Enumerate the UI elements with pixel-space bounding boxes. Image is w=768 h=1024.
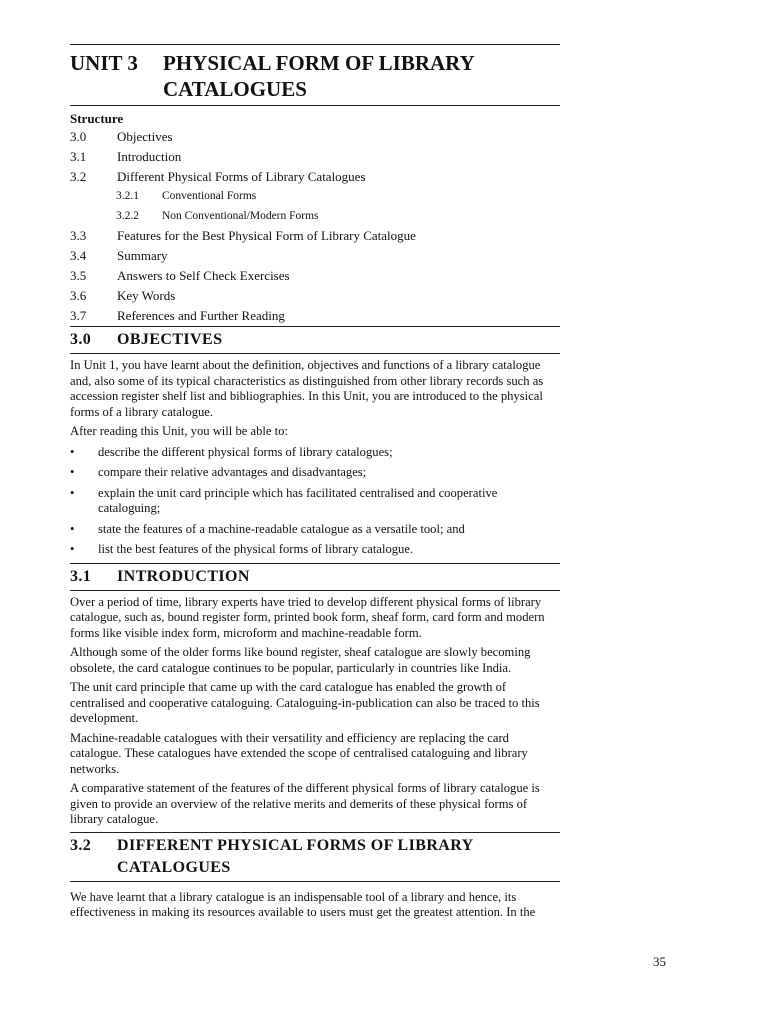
list-item [70,486,560,517]
structure-label: Structure [70,111,124,126]
unit-title-line: PHYSICAL FORM OF LIBRARY [163,51,475,75]
toc-text: Introduction [117,149,182,164]
toc-number: 3.1 [70,149,87,164]
paragraph: The unit card principle that came up with the card catalogue has enabled the growth of centralised and cooperative cataloguing. Cataloguing-in-publication can also be traced to this development. [70,680,540,725]
unit-heading-rule [70,105,560,106]
paragraph: We have learnt that a library catalogue is an indispensable tool of a library and hence, its effectiveness in making its resources available to users must get the greatest attention. In the [70,889,536,919]
section-title: INTRODUCTION [117,567,250,585]
toc-item [70,246,560,266]
toc-text: Key Words [117,288,176,303]
toc-number: 3.7 [70,308,87,323]
paragraph: After reading this Unit, you will be able to: [70,424,288,438]
toc-number: 3.2 [70,169,87,184]
bullet-icon: • [70,542,75,556]
toc-text: Features for the Best Physical Form of Library Catalogue [117,228,416,243]
section-title: OBJECTIVES [117,331,223,348]
toc-text: References and Further Reading [117,308,285,323]
section-number: 3.0 [70,331,92,348]
section-rule [70,590,560,591]
toc-number: 3.3 [70,228,87,243]
toc-number: 3.2.1 [116,190,139,202]
toc-subitem [70,187,560,207]
unit-number: UNIT 3 [70,51,138,75]
toc-text: Different Physical Forms of Library Catalogues [117,169,366,184]
toc-item [70,226,560,246]
bullet-icon: • [70,444,75,459]
bullet-icon: • [70,465,75,479]
toc-number: 3.4 [70,248,87,263]
unit-title-line: CATALOGUES [163,77,307,101]
toc-item [70,266,560,286]
toc-text: Non Conventional/Modern Forms [162,209,319,222]
toc-number: 3.6 [70,288,87,303]
toc-item [70,147,560,167]
toc-text: Objectives [117,129,173,144]
section-heading-different-forms [70,833,560,881]
list-item-text: state the features of a machine-readable catalogue as a versatile tool; and [98,521,465,536]
toc-number: 3.5 [70,268,87,283]
unit-title [163,50,475,102]
paragraph: Over a period of time, library experts have tried to develop different physical forms of library catalogue, such as, bound register form, printed book form, sheaf form, card form and modern forms like visible index form, microform and machine-readable form. [70,594,545,640]
section-title-line: DIFFERENT PHYSICAL FORMS OF LIBRARY [117,836,474,854]
section-heading-introduction [70,564,560,590]
list-item [70,465,560,481]
bullet-icon: • [70,485,75,500]
toc-text: Summary [117,248,168,263]
section-rule [70,353,560,354]
objectives-list [70,445,560,558]
section-title [117,835,474,879]
section-number: 3.1 [70,567,92,585]
list-item-text: compare their relative advantages and disadvantages; [98,465,367,479]
table-of-contents [70,127,560,326]
bullet-icon: • [70,521,75,536]
list-item-text: list the best features of the physical forms of library catalogue. [98,542,414,556]
section-title-line: CATALOGUES [117,858,231,876]
section-rule [70,881,560,882]
section-number: 3.2 [70,836,92,854]
toc-number: 3.2.2 [116,209,139,222]
paragraph: Although some of the older forms like bound register, sheaf catalogue are slowly becoming obsolete, the card catalogue continues to be popular, particularly in countries like India. [70,645,531,675]
paragraph: Machine-readable catalogues with their versatility and efficiency are replacing the card catalogue. These catalogues have extended the scope of centralised cataloguing and library networks. [70,730,528,776]
list-item-text: explain the unit card principle which has facilitated centralised and cooperative cataloguing; [98,485,498,515]
unit-heading [70,45,560,105]
toc-number: 3.0 [70,129,87,144]
toc-item [70,286,560,306]
list-item-text: describe the different physical forms of library catalogues; [98,444,393,459]
document-page [70,44,560,921]
toc-text: Conventional Forms [162,190,257,202]
toc-subitem [70,207,560,227]
section-heading-objectives [70,327,560,353]
page-number: 35 [653,954,666,969]
list-item [70,542,560,558]
paragraph: In Unit 1, you have learnt about the definition, objectives and functions of a library catalogue and, also some of its typical characteristics as distinguished from other library records such as accession register shelf list and bibliographies. In this Unit, you are introduced to the physical forms of a library catalogue. [70,358,544,419]
paragraph: A comparative statement of the features of the different physical forms of library catalogue is given to provide an overview of the relative merits and demerits of these physical forms of library catalogue. [70,781,540,826]
toc-item [70,167,560,187]
toc-text: Answers to Self Check Exercises [117,268,290,283]
list-item [70,445,560,461]
toc-item [70,306,560,326]
toc-item [70,127,560,147]
list-item [70,522,560,538]
